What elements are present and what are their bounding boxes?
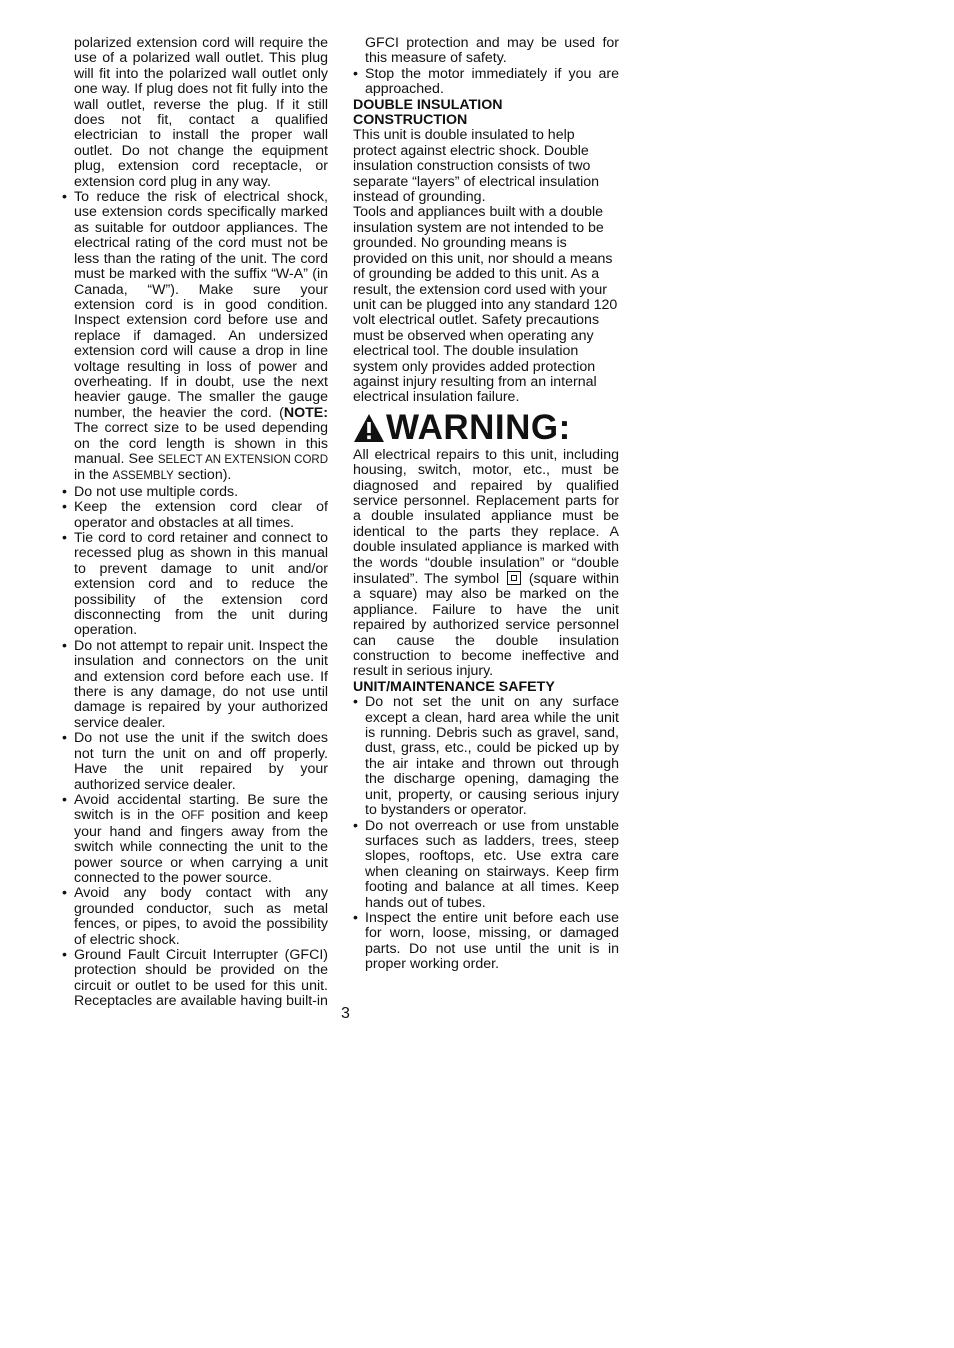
bullet-text: Avoid accidental starting. Be sure the switch is in the	[74, 791, 328, 824]
section-heading-double-insulation: DOUBLE INSULATION CONSTRUCTION	[353, 96, 503, 129]
bullet-text: position and keep your hand and fingers away from the switch while connecting the unit to the power source or when carrying a unit connected to the power source.	[74, 807, 328, 886]
continuation-paragraph: polarized extension cord will require the use of a polarized wall outlet. This plug will fit into the polarized wall outlet only one way. If plug does not fit fully into the wall outlet, reverse the plug. If it still does not fit, contact a qualified electrician to install the proper wall outlet. Do not change the equipment plug, extension cord receptacle, or extension cord plug in any way.	[74, 35, 328, 190]
bullet-text: in the	[74, 467, 113, 484]
square-within-square-icon	[507, 571, 521, 585]
list-item: • Do not overreach or use from unstable surfaces such as ladders, trees, steep slopes, rooftops, etc. Use extra care when cleaning on stairways. Keep firm footing and balance at all times. Keep hands out of tubes.	[353, 819, 619, 911]
list-item: • Stop the motor immediately if you are approached.	[353, 67, 619, 98]
note-label: NOTE:	[283, 404, 328, 421]
page-number: 3	[341, 1005, 350, 1022]
warning-text: All electrical repairs to this unit, including housing, switch, motor, etc., must be diagnosed and repaired by qualified service personnel. Replacement parts for a double insulated appliance must be identical to the parts they replace. A double insulated appliance is marked with the words “double insulation” or “double insulated”. The symbol	[353, 446, 619, 587]
off-label: OFF	[181, 810, 205, 823]
bullet-text: To reduce the risk of electrical shock, use extension cords specifically marked as suitable for outdoor appliances. The electrical rating of the cord must not be less than the rating of the unit. The cord must be marked with the suffix “W-A” (in Canada, “W”). Make sure your extension cord is in good condition. Inspect extension cord before use and replace if damaged. An undersized extension cord will cause a drop in line voltage resulting in loss of power and overheating. If in doubt, use the next heavier gauge. The smaller the gauge number, the heavier the cord. (	[74, 189, 328, 421]
safety-bullet-list	[62, 190, 328, 1010]
bullet-text: The correct size to be used depending on the cord length is shown in this manual. See	[74, 420, 328, 467]
section-reference: ASSEMBLY	[112, 470, 174, 483]
warning-header	[353, 407, 619, 447]
warning-text: (square within a square) may also be marked on the appliance. Failure to have the unit repaired by authorized service personnel can cause the double insulation construction to become ineffective and result in serious injury.	[353, 571, 619, 680]
bullet-text: section).	[173, 467, 232, 484]
list-item: • Do not use the unit if the switch does not turn the unit on and off properly. Have the unit repaired by your authorized service dealer.	[62, 731, 328, 793]
safety-bullet-list	[353, 67, 619, 98]
warning-title: WARNING:	[386, 407, 571, 447]
list-item	[62, 793, 328, 886]
list-item: • Keep the extension cord clear of operator and obstacles at all times.	[62, 500, 328, 531]
list-item: • Do not set the unit on any surface except a clean, hard area while the unit is running. Debris such as gravel, sand, dust, grass, etc., could be picked up by the air intake and thrown out through the discharge opening, damaging the unit, property, or causing serious injury to bystanders or operator.	[353, 695, 619, 818]
section-heading-maintenance: UNIT/MAINTENANCE SAFETY	[353, 678, 555, 695]
body-paragraph: This unit is double insulated to help protect against electric shock. Double insulation construction consists of two separate “layers” of electrical insulation instead of grounding.	[353, 127, 600, 206]
list-item: • Tie cord to cord retainer and connect to recessed plug as shown in this manual to prevent damage to unit and/or extension cord and to reduce the possibility of the extension cord disconnecting from the unit during operation.	[62, 531, 328, 639]
right-column	[353, 36, 619, 973]
list-item: • Inspect the entire unit before each use for worn, loose, missing, or damaged parts. Do not use until the unit is in proper working order.	[353, 911, 619, 973]
list-item: • Avoid any body contact with any grounded conductor, such as metal fences, or pipes, to avoid the possibility of electric shock.	[62, 886, 328, 948]
maintenance-bullet-list	[353, 695, 619, 972]
list-item: • Do not use multiple cords.	[62, 485, 328, 500]
continuation-paragraph: GFCI protection and may be used for this measure of safety.	[365, 35, 619, 67]
body-paragraph: Tools and appliances built with a double insulation system are not intended to be grounded. No grounding means is provided on this unit, nor should a means of grounding be added to this unit. As a result, the extension cord used with your unit can be plugged into any standard 120 volt electrical outlet. Safety precautions must be observed when operating any electrical tool. The double insulation system only provides added protection against injury resulting from an internal electrical insulation failure.	[353, 204, 618, 406]
list-item	[62, 190, 328, 485]
warning-triangle-icon	[353, 413, 385, 443]
section-reference: SELECT AN EXTENSION CORD	[157, 453, 328, 466]
list-item: • Do not attempt to repair unit. Inspect the insulation and connectors on the unit and extension cord before each use. If there is any damage, do not use until damage is repaired by your authorized service dealer.	[62, 639, 328, 731]
list-item: • Ground Fault Circuit Interrupter (GFCI) protection should be provided on the circuit or outlet to be used for this unit. Receptacles are available having built-in	[62, 948, 328, 1010]
warning-body	[353, 448, 619, 680]
left-column	[62, 36, 328, 1010]
